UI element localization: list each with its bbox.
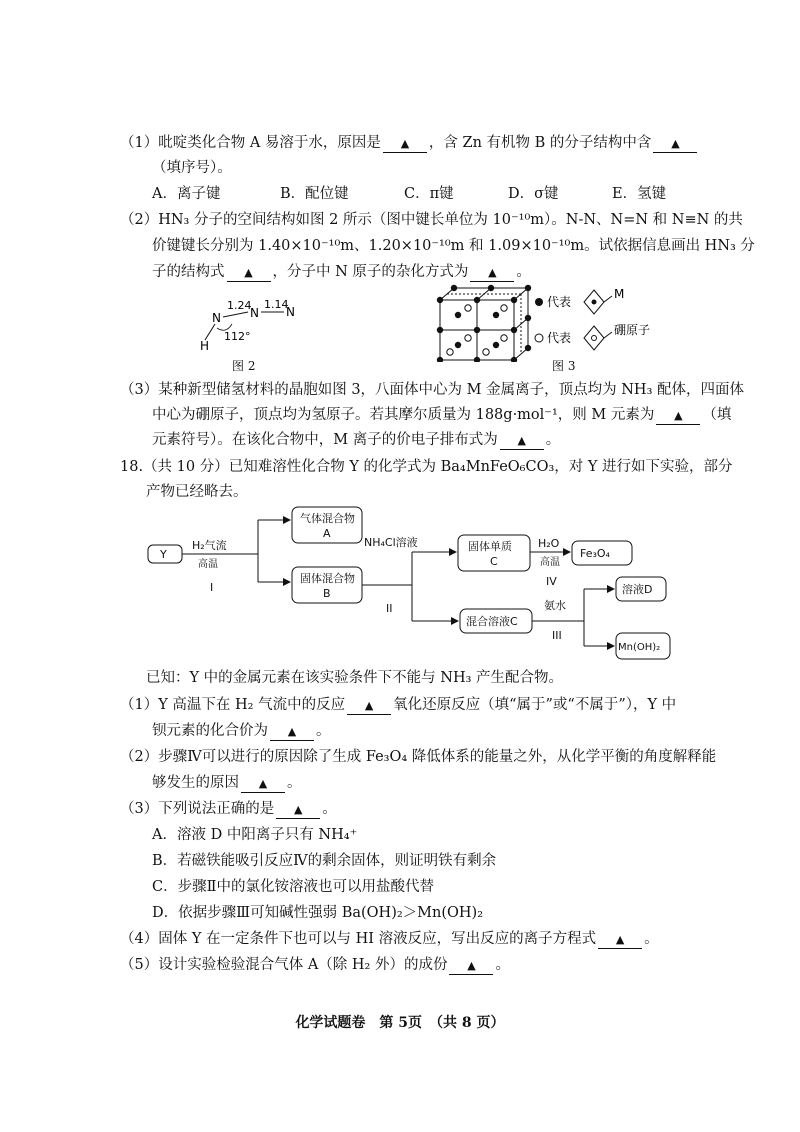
q18-option-a: A．溶液 D 中阳离子只有 NH₄⁺ (152, 827, 358, 843)
legend-hollow-dot (535, 334, 543, 342)
bond-angle: 112° (224, 330, 251, 343)
q18-p1-line1: （1）Y 高温下在 H₂ 气流中的反应 ▲ 氧化还原反应（填“属于”或“不属于”），Y 中 (120, 697, 677, 713)
flow-fe3o4: Fe₃O₄ (580, 547, 610, 560)
q18-p5: （5）设计实验检验混合气体 A（除 H₂ 外）的成份 ▲ 。 (120, 957, 510, 973)
flow-gas-a2: A (323, 527, 331, 540)
q17-p3-line3: 元素符号）。在该化合物中，M 离子的价电子排布式为 ▲ 。 (152, 432, 561, 448)
q17-p2-line3: 子的结构式 ▲ ，分子中 N 原子的杂化方式为 ▲ 。 (152, 264, 531, 280)
figure-3-caption: 图 3 (552, 359, 576, 373)
legend2-label: 代表 (547, 331, 572, 345)
flow-nh4cl: NH₄Cl溶液 (364, 536, 418, 549)
q18-p4: （4）固体 Y 在一定条件下也可以与 HI 溶液反应，写出反应的离子方程式 ▲ 。 (120, 931, 659, 947)
answer-blank[interactable]: ▲ (276, 801, 320, 819)
flow-h2: H₂气流 (192, 539, 227, 552)
q17-p1-line1: （1）吡啶类化合物 A 易溶于水，原因是 ▲ ，含 Zn 有机物 B 的分子结构中含 ▲ (120, 133, 800, 153)
q18-intro-line2: 产物已经略去。 (146, 484, 248, 500)
option-d: D．σ键 (508, 186, 559, 202)
q18-option-b: B．若磁铁能吸引反应Ⅳ的剩余固体，则证明铁有剩余 (152, 853, 497, 869)
atom-n3: N (286, 305, 295, 319)
flow-solid-b2: B (323, 587, 331, 600)
flow-mnoh2: Mn(OH)₂ (618, 642, 661, 653)
page-footer: 化学试题卷 第 5页 （共 8 页） (295, 1015, 505, 1031)
bond2-length: 1.14 (264, 298, 289, 311)
legend2-name: 硼原子 (614, 323, 651, 337)
legend1-name: M (614, 287, 625, 301)
flow-step1: I (210, 581, 214, 594)
q17-p3-line1: （3）某种新型储氢材料的晶胞如图 3，八面体中心为 M 金属离子，顶点均为 NH₃ 配体，四面体 (120, 382, 744, 398)
q18-option-c: C．步骤Ⅱ中的氯化铵溶液也可以用盐酸代替 (152, 879, 434, 895)
flow-mix-c: 混合溶液C (466, 615, 518, 628)
q18-option-d: D．依据步骤Ⅲ可知碱性强弱 Ba(OH)₂＞Mn(OH)₂ (152, 905, 484, 921)
experiment-flowchart (140, 505, 680, 663)
q18-p3-line1: （3）下列说法正确的是 ▲ 。 (120, 801, 337, 817)
option-a: A．离子键 (152, 186, 221, 202)
bond-n1-h (205, 324, 215, 340)
flow-gaowen1: 高温 (198, 559, 218, 570)
option-c: C．π键 (404, 186, 454, 202)
q18-p2-line1: （2）步骤Ⅳ可以进行的原因除了生成 Fe₃O₄ 降低体系的能量之外，从化学平衡的角度解释能 (120, 749, 717, 765)
atom-n2: N (250, 306, 259, 320)
figure-2-caption: 图 2 (232, 359, 256, 373)
bond-n1-n2 (223, 312, 248, 317)
bond1-length: 1.24 (227, 299, 252, 312)
q17-p1-line2: （填序号）。 (152, 160, 232, 176)
flow-step4: IV (546, 575, 557, 588)
flow-gaowen2: 高温 (540, 557, 560, 568)
answer-blank[interactable]: ▲ (598, 931, 642, 949)
flow-solid-c1: 固体单质 (468, 540, 512, 553)
answer-blank[interactable]: ▲ (241, 775, 285, 793)
flow-gas-a1: 气体混合物 (300, 512, 355, 525)
flow-y: Y (160, 548, 167, 561)
atom-n1: N (212, 311, 221, 325)
q18-intro-line1: 18.（共 10 分）已知难溶性化合物 Y 的化学式为 Ba₄MnFeO₆CO₃，对 Y 进行如下实验，部分 (120, 459, 733, 475)
q17-p1-options (152, 184, 800, 204)
option-b: B．配位键 (280, 186, 349, 202)
flow-h2o: H₂O (538, 537, 560, 550)
flow-solid-b1: 固体混合物 (300, 572, 355, 585)
atom-h: H (200, 339, 210, 353)
answer-blank[interactable]: ▲ (383, 135, 427, 153)
flow-ammonia: 氨水 (544, 599, 566, 612)
q17-p3-line2: 中心为硼原子，顶点均为氢原子。若其摩尔质量为 188g·mol⁻¹，则 M 元素为 ▲ （填 (152, 407, 732, 423)
q18-p1-line2: 钡元素的化合价为 ▲ 。 (152, 723, 331, 739)
q18-known: 已知：Y 中的金属元素在该实验条件下不能与 NH₃ 产生配合物。 (146, 670, 564, 686)
answer-blank[interactable]: ▲ (347, 697, 391, 715)
flow-sol-d: 溶液D (622, 583, 653, 596)
legend1-label: 代表 (547, 295, 572, 309)
answer-blank[interactable]: ▲ (270, 723, 314, 741)
flow-solid-c2: C (490, 555, 498, 568)
answer-blank[interactable]: ▲ (656, 407, 700, 425)
answer-blank[interactable]: ▲ (449, 957, 493, 975)
answer-blank[interactable]: ▲ (653, 135, 697, 153)
flow-step3: III (552, 629, 562, 642)
q17-p2-line2: 价键键长分别为 1.40×10⁻¹⁰m、1.20×10⁻¹⁰m 和 1.09×10⁻¹⁰m。试依据信息画出 HN₃ 分 (152, 238, 755, 254)
crystal-cell-figure (436, 280, 656, 362)
q18-p2-line2: 够发生的原因 ▲ 。 (152, 775, 302, 791)
answer-blank[interactable]: ▲ (500, 432, 544, 450)
q17-p2-line1: （2）HN₃ 分子的空间结构如图 2 所示（图中键长单位为 10⁻¹⁰m）。N-N、N=N 和 N≡N 的共 (120, 212, 743, 228)
flow-step2: II (386, 602, 393, 615)
legend-solid-dot (535, 298, 543, 306)
hn3-structure-figure (190, 292, 310, 354)
option-e: E．氢键 (612, 186, 667, 202)
answer-blank[interactable]: ▲ (470, 264, 514, 282)
answer-blank[interactable]: ▲ (227, 264, 271, 282)
